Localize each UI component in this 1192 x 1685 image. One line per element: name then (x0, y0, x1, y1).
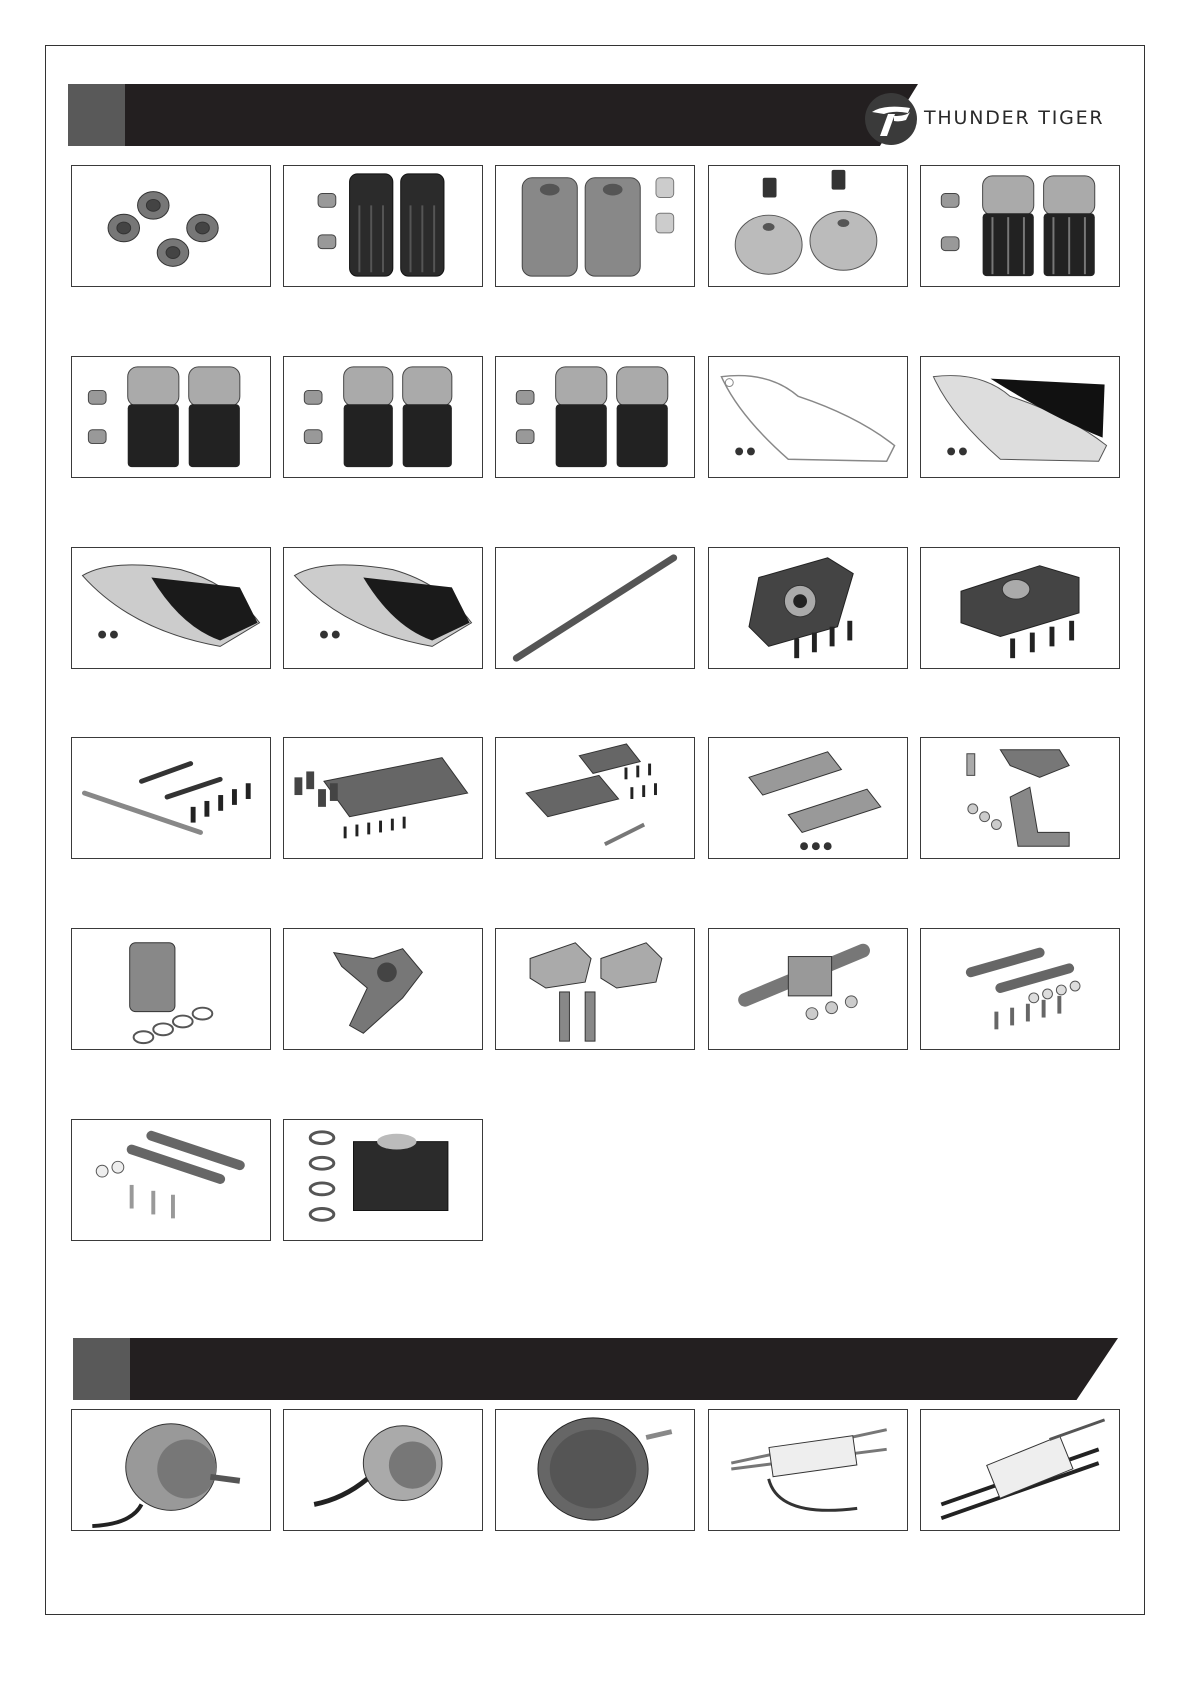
brushless-motor-icon (72, 1410, 270, 1530)
part-cell (71, 1119, 271, 1241)
pinion-gear-pair-icon (496, 357, 694, 477)
electronics-cell (283, 1409, 483, 1531)
electronics-cell (920, 1409, 1120, 1531)
part-cell (71, 547, 271, 669)
electronics-cell (495, 1409, 695, 1531)
part-cell (708, 165, 908, 287)
tt-logo-icon (864, 92, 918, 146)
part-cell (920, 737, 1120, 859)
section-tab (73, 1338, 130, 1400)
brand-name: THUNDER TIGER (924, 107, 1105, 129)
part-cell (283, 547, 483, 669)
part-cell (708, 737, 908, 859)
painted-canopy-icon (284, 548, 482, 668)
painted-canopy-icon (921, 357, 1119, 477)
ripper-motor-icon (496, 1410, 694, 1530)
tail-case-icon (709, 738, 907, 858)
brand-logo (864, 92, 1124, 146)
swashplate-guide-icon (284, 1120, 482, 1240)
part-cell (708, 356, 908, 478)
frame-plates-hardware-icon (496, 738, 694, 858)
part-cell (495, 928, 695, 1050)
pinion-gear-pair-icon (921, 166, 1119, 286)
part-cell (495, 165, 695, 287)
mixing-arms-icon (921, 929, 1119, 1049)
part-cell (71, 356, 271, 478)
bearing-block-icon (921, 548, 1119, 668)
rubber-grommets-icon (72, 166, 270, 286)
electronics-cell (71, 1409, 271, 1531)
section-tab (68, 84, 125, 146)
part-cell (708, 547, 908, 669)
part-cell (283, 737, 483, 859)
collars-set-screws-icon (709, 166, 907, 286)
bearing-holder-washers-icon (72, 929, 270, 1049)
ace-rc-esc-icon (709, 1410, 907, 1530)
washout-arms-icon (72, 1120, 270, 1240)
ace-rc-esc-icon (921, 1410, 1119, 1530)
part-cell (708, 928, 908, 1050)
part-cell (495, 547, 695, 669)
part-cell (283, 1119, 483, 1241)
part-cell (920, 928, 1120, 1050)
electronics-cell (708, 1409, 908, 1531)
frame-plate-hardware-icon (284, 738, 482, 858)
outrunner-motor-icon (284, 1410, 482, 1530)
pinion-gear-pair-icon (72, 357, 270, 477)
flybar-control-arms-icon (72, 738, 270, 858)
grey-pinion-gears-icon (496, 166, 694, 286)
part-cell (920, 356, 1120, 478)
control-arm-levers-icon (921, 738, 1119, 858)
clear-canopy-icon (709, 357, 907, 477)
section-header-band-electronics (73, 1338, 1118, 1400)
section-bar (130, 1338, 1118, 1400)
section-header-band-parts (68, 84, 868, 146)
rotor-hub-icon (709, 929, 907, 1049)
part-cell (71, 928, 271, 1050)
part-cell (920, 165, 1120, 287)
pinion-gear-pair-icon (284, 357, 482, 477)
part-cell (495, 737, 695, 859)
shaft-rod-icon (496, 548, 694, 668)
part-cell (920, 547, 1120, 669)
bellcrank-icon (284, 929, 482, 1049)
part-cell (495, 356, 695, 478)
blade-grips-screws-icon (496, 929, 694, 1049)
bearing-block-icon (709, 548, 907, 668)
section-bar (125, 84, 918, 146)
painted-canopy-icon (72, 548, 270, 668)
part-cell (71, 165, 271, 287)
part-cell (283, 928, 483, 1050)
part-cell (283, 356, 483, 478)
black-pinion-gears-icon (284, 166, 482, 286)
part-cell (283, 165, 483, 287)
part-cell (71, 737, 271, 859)
